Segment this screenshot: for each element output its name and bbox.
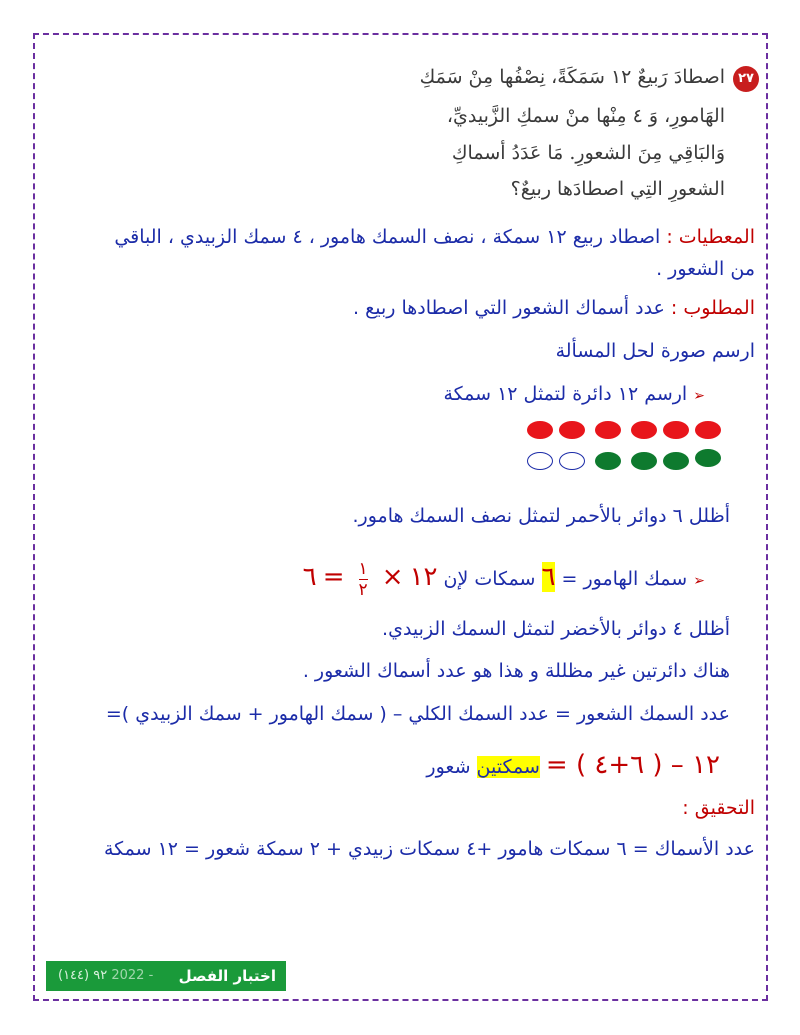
circle-red [527,421,553,439]
required-line [353,297,755,319]
circle-red [695,421,721,439]
circle-red [663,421,689,439]
circle-green [663,452,689,470]
check-text: عدد الأسماك = ٦ سمكات هامور +٤ سمكات زبيدي + ٢ سمكة شعور = ١٢ سمكة [103,838,755,860]
circle-green [631,452,657,470]
circle-red [631,421,657,439]
result-equation [426,745,720,787]
circle-red [559,421,585,439]
arrow-bullet-icon: ➢ [693,573,705,589]
givens-label: المعطيات : [666,226,755,248]
footer-page-number [58,961,153,991]
circle-white [527,452,553,470]
givens-text: اصطاد ربيع ١٢ سمكة ، نصف السمك هامور ، ٤ سمك الزبيدي ، الباقي [114,226,661,248]
equals-sign: = [322,562,345,592]
hamour-result: ٦ [302,562,317,592]
result-unit: شعور [426,756,471,778]
arrow-bullet-icon: ➢ [693,388,705,404]
result-answer: سمكتين [476,756,540,778]
shade-red-text: أظلل ٦ دوائر بالأحمر لتمثل نصف السمك هامور. [352,505,730,527]
hamour-prefix: سمك الهامور = [561,568,688,590]
problem-line-1: اصطادَ رَبيعٌ ١٢ سَمَكَةً، نِصْفُها مِنْ سَمَكِ [419,66,725,88]
result-expression: ١٢ – ( ٦+٤ ) = [545,750,720,780]
formula-text: عدد السمك الشعور = عدد السمك الكلي – ( سمك الهامور + سمك الزبيدي )= [105,703,730,725]
required-label: المطلوب : [670,297,755,319]
fraction-half [359,559,368,600]
problem-line-2: الهَامورِ، وَ ٤ مِنْها منْ سمكِ الزَّبيديِّ، [446,105,725,127]
givens-text-2: من الشعور . [656,258,755,280]
footer-watermark: 2022 - [111,968,154,983]
circle-white [559,452,585,470]
fraction-denominator: ٢ [358,580,368,600]
required-text: عدد أسماك الشعور التي اصطادها ربيع . [353,297,665,319]
hamour-suffix: سمكات لإن [443,568,536,590]
problem-line-3: وَالبَاقِي مِنَ الشعورِ. مَا عَدَدُ أسماكِ [451,142,725,164]
step1-line [443,383,705,405]
hamour-expr-num: ١٢ [409,562,438,592]
check-label: التحقيق : [682,797,755,819]
circle-green [695,449,721,467]
shade-green-text: أظلل ٤ دوائر بالأخضر لتمثل السمك الزبيدي. [382,618,730,640]
fraction-numerator: ١ [358,559,368,579]
circle-red [595,421,621,439]
circle-green [595,452,621,470]
problem-line-4: الشعورِ التِي اصطادَها ربيعٌ؟ [510,178,725,200]
unshaded-text: هناك دائرتين غير مظللة و هذا هو عدد أسماك الشعور . [302,660,730,682]
givens-line [114,226,755,248]
problem-number-badge: ٢٧ [733,66,759,92]
times-sign: × [381,562,404,592]
footer-page: (١٤٤) ٩٢ [58,968,108,983]
footer-title: اختبار الفصل [178,967,276,985]
step1-text: ارسم ١٢ دائرة لتمثل ١٢ سمكة [443,383,688,405]
draw-prompt: ارسم صورة لحل المسألة [555,340,755,362]
hamour-value: ٦ [541,562,556,592]
hamour-equation [303,555,705,603]
